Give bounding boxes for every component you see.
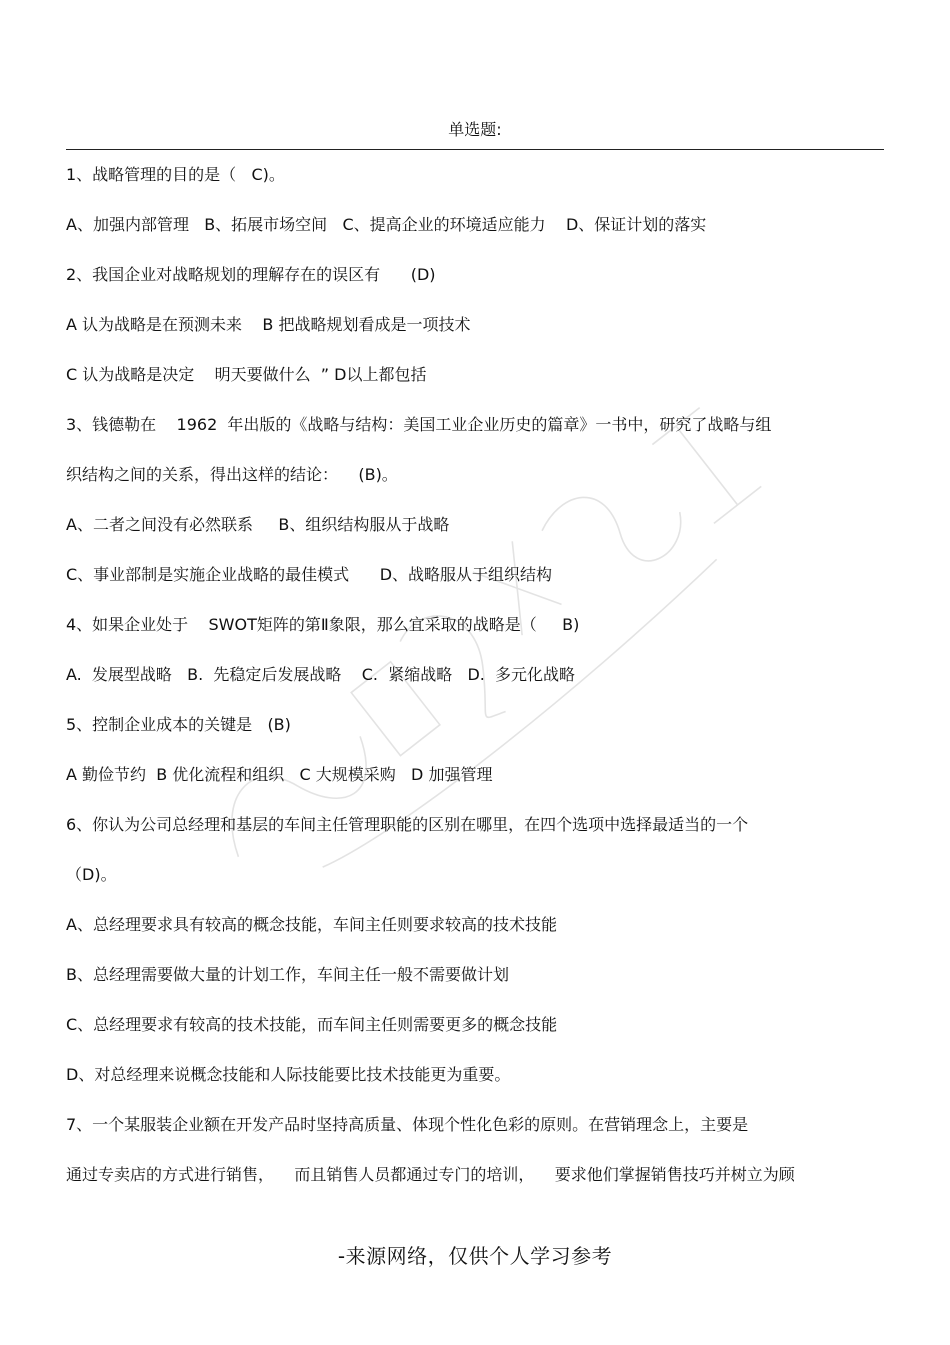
question-3-stem: 3、钱德勒在 1962 年出版的《战略与结构：美国工业企业历史的篇章》一书中，研究了战略与组: [66, 415, 772, 434]
page-title: 单选题:: [448, 120, 502, 139]
question-5-stem: 5、控制企业成本的关键是 (B): [66, 715, 291, 734]
question-3-stem-cont: 织结构之间的关系，得出这样的结论： (B)。: [66, 465, 398, 484]
question-2-options-b: C 认为战略是决定 明天要做什么 ” D以上都包括: [66, 365, 427, 384]
question-7-stem-cont: 通过专卖店的方式进行销售， 而且销售人员都通过专门的培训， 要求他们掌握销售技巧并树立为顾: [66, 1165, 795, 1184]
question-3-options-a: A、二者之间没有必然联系 B、组织结构服从于战略: [66, 515, 450, 534]
question-6-answer: （D)。: [66, 865, 117, 884]
question-6-option-c: C、总经理要求有较高的技术技能，而车间主任则需要更多的概念技能: [66, 1015, 558, 1034]
question-5-options: A 勤俭节约 B 优化流程和组织 C 大规模采购 D 加强管理: [66, 765, 493, 784]
question-4-stem: 4、如果企业处于 SWOT矩阵的第Ⅱ象限，那么宜采取的战略是（ B): [66, 615, 580, 634]
footer-note: -来源网络，仅供个人学习参考: [337, 1244, 613, 1268]
question-1-options: A、加强内部管理 B、拓展市场空间 C、提高企业的环境适应能力 D、保证计划的落实: [66, 215, 707, 234]
question-6-option-d: D、对总经理来说概念技能和人际技能要比技术技能更为重要。: [66, 1065, 511, 1084]
question-6-option-b: B、总经理需要做大量的计划工作，车间主任一般不需要做计划: [66, 965, 509, 984]
question-7-stem: 7、一个某服装企业额在开发产品时坚持高质量、体现个性化色彩的原则。在营销理念上，主要是: [66, 1115, 749, 1134]
question-6-stem: 6、你认为公司总经理和基层的车间主任管理职能的区别在哪里，在四个选项中选择最适当的一个: [66, 815, 749, 834]
question-6-option-a: A、总经理要求具有较高的概念技能，车间主任则要求较高的技术技能: [66, 915, 557, 934]
question-3-options-b: C、事业部制是实施企业战略的最佳模式 D、战略服从于组织结构: [66, 565, 553, 584]
question-2-stem: 2、我国企业对战略规划的理解存在的误区有 (D): [66, 265, 436, 284]
header-divider: [66, 149, 884, 150]
question-4-options: A. 发展型战略 B. 先稳定后发展战略 C. 紧缩战略 D. 多元化战略: [66, 665, 576, 684]
question-2-options-a: A 认为战略是在预测未来 B 把战略规划看成是一项技术: [66, 315, 471, 334]
question-1-stem: 1、战略管理的目的是（ C)。: [66, 165, 285, 184]
